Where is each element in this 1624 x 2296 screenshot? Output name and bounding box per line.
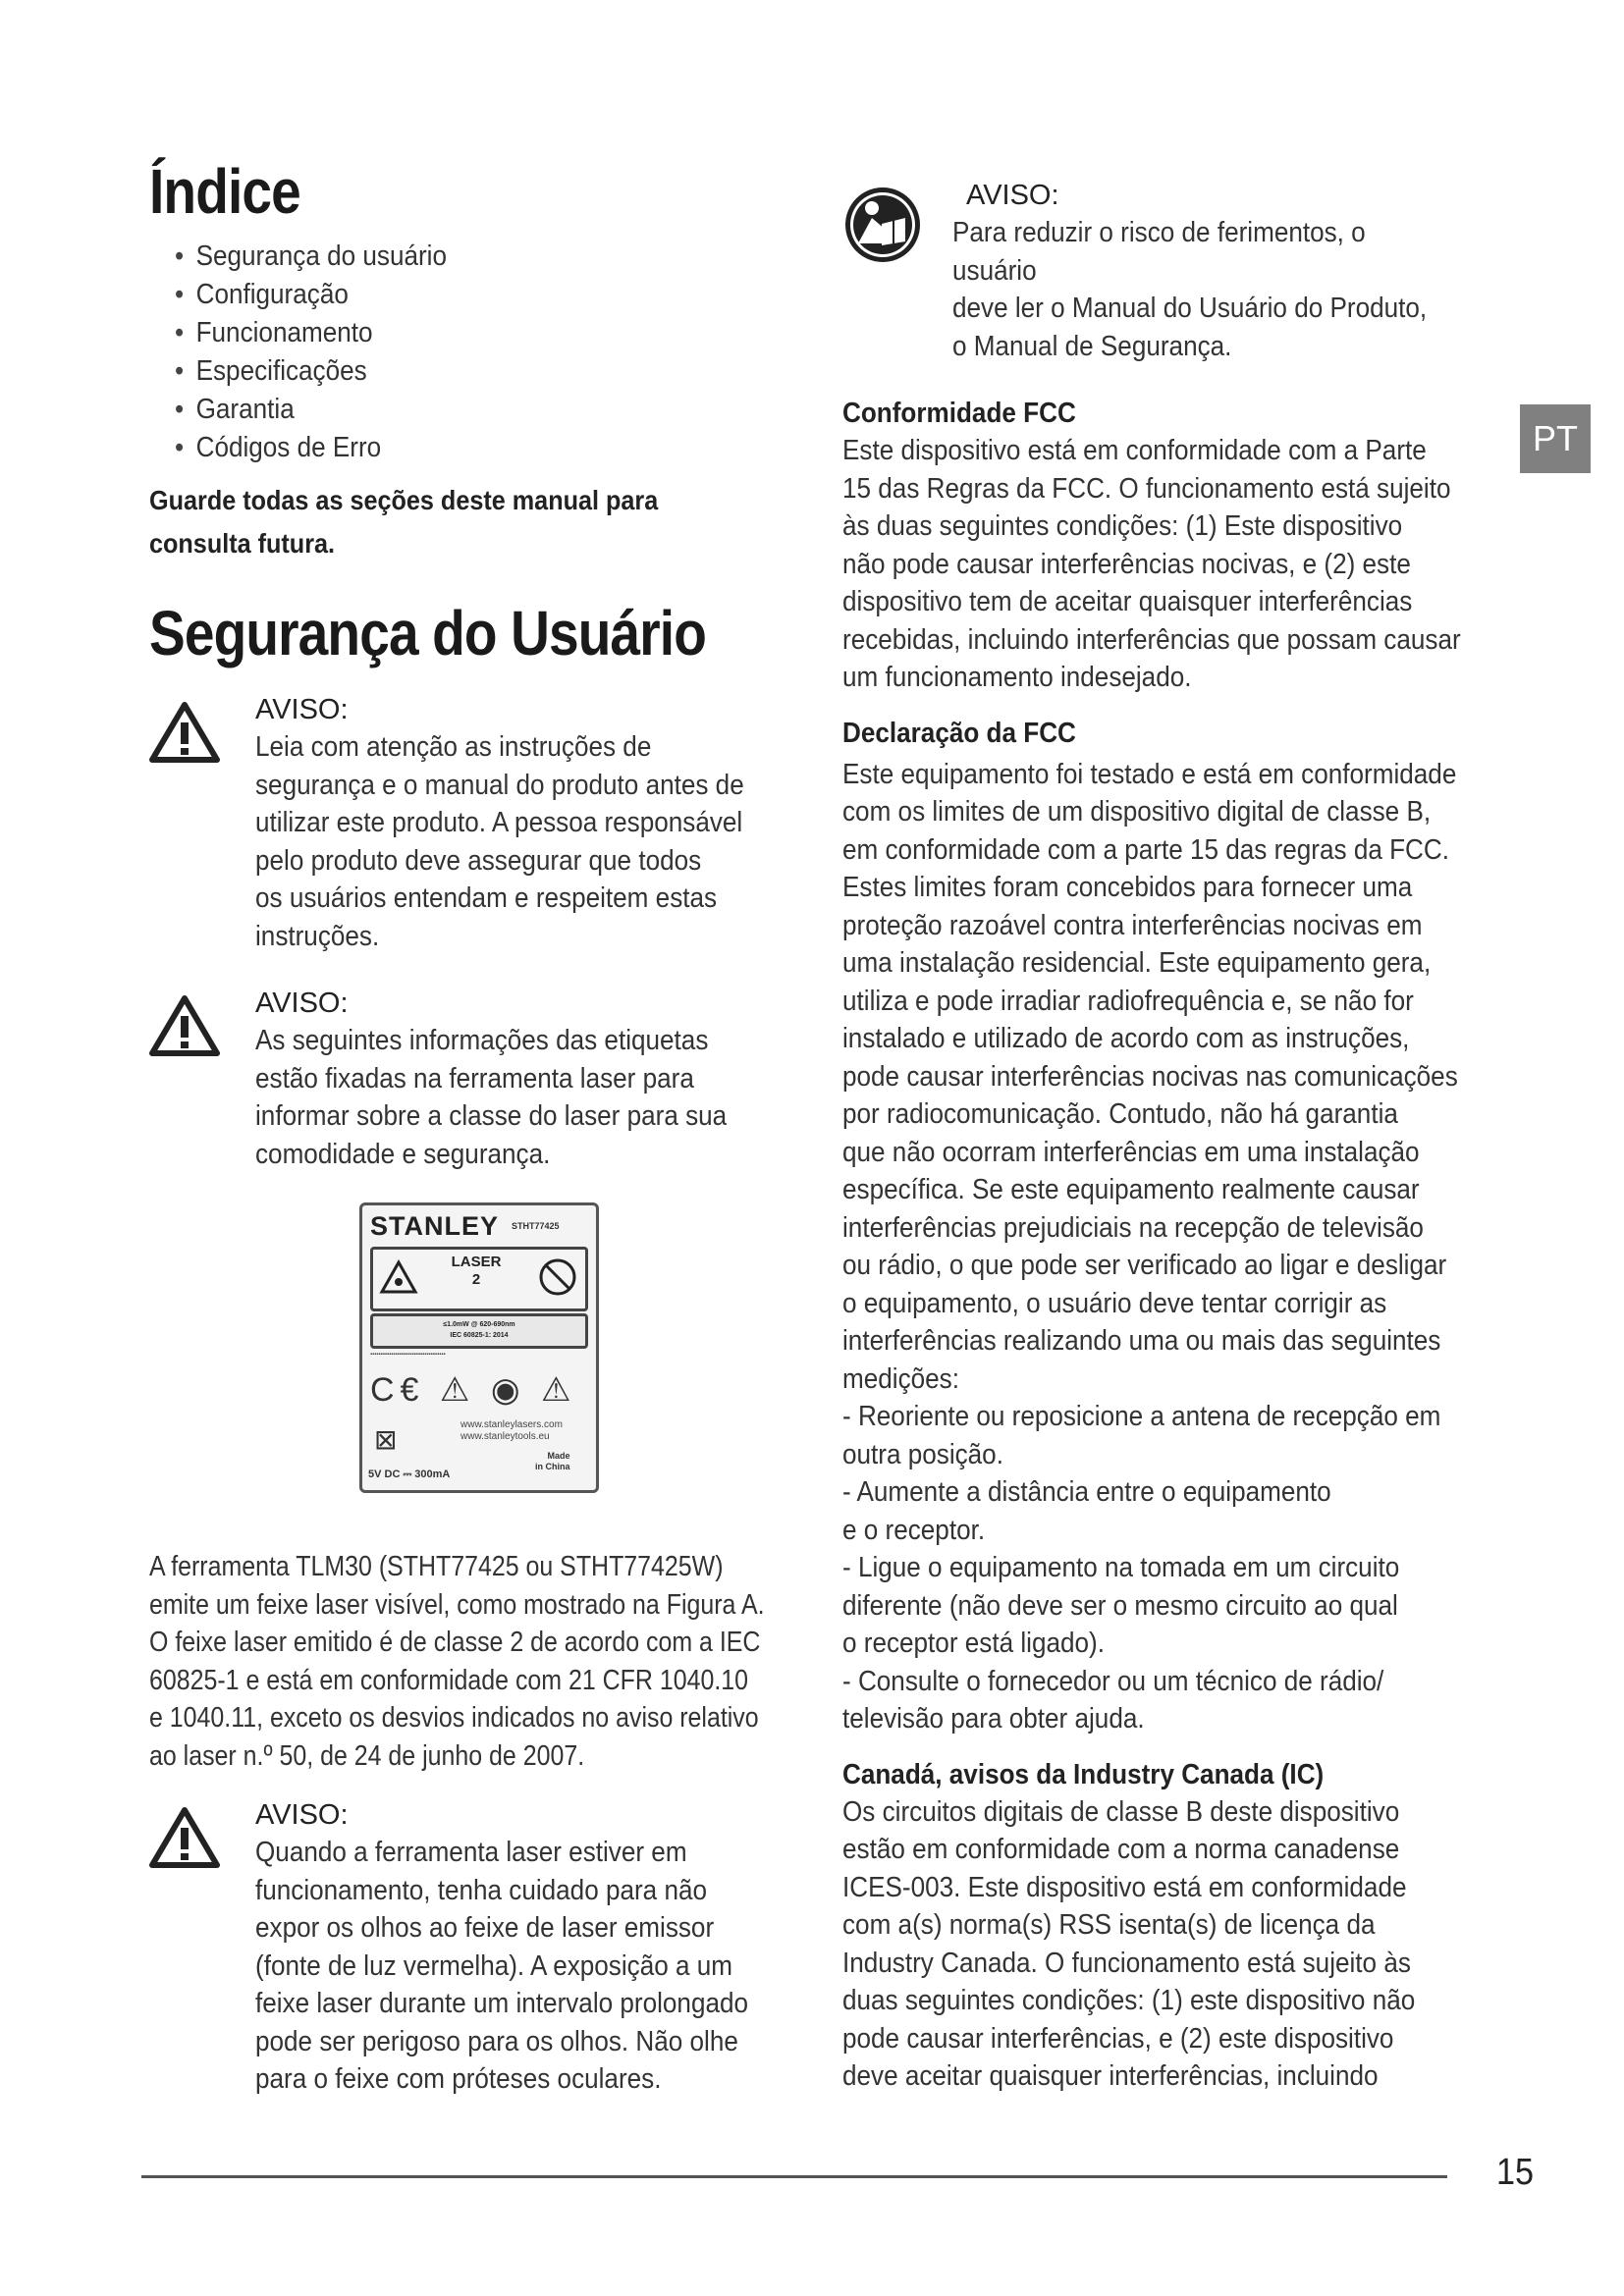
language-tab: PT xyxy=(1520,404,1591,473)
warning-title: AVISO: xyxy=(255,694,349,725)
label-spec-box xyxy=(370,1313,588,1349)
label-class-box xyxy=(370,1247,588,1311)
canada-heading: Canadá, avisos da Industry Canada (IC) xyxy=(842,1758,1325,1790)
label-spec-1: ≤1.0mW @ 620-690nm xyxy=(443,1321,515,1328)
warning-manual-block xyxy=(842,177,1490,365)
toc-item: • Especificações xyxy=(175,355,367,387)
no-staring-icon xyxy=(538,1257,577,1297)
toc-item: • Segurança do usuário xyxy=(175,240,447,272)
canada-body: Os circuitos digitais de classe B deste dispositivo estão em conformidade com a norma canadense ICES-003. Este dispositivo está em conformidade com a(s) norma(s) RSS isenta(s) de licença da Industry Canada. O funcionamento está sujeito às duas seguintes condições: (1) este dispositivo não pode causar interferências, e (2) este dispositivo deve aceitar quaisquer interferências, incluindo xyxy=(842,1795,1416,2092)
warning-body: Para reduzir o risco de ferimentos, o usuário deve ler o Manual do Usuário do Produto, o Manual de Segurança. xyxy=(952,217,1428,362)
warning-triangle-icon xyxy=(149,1806,220,1869)
warning-block-1 xyxy=(149,691,797,955)
toc-title: Índice xyxy=(149,156,300,227)
warning-block-2 xyxy=(149,985,797,1173)
laser-label-image xyxy=(359,1202,599,1493)
label-laser-class: LASER 2 xyxy=(451,1254,502,1288)
warning-block-3 xyxy=(149,1796,797,2099)
weee-bin-icon: ⊠ xyxy=(374,1424,398,1455)
toc-item: • Funcionamento xyxy=(175,317,373,348)
keep-manual-note: Guarde todas as seções deste manual para consulta futura. xyxy=(149,485,659,559)
label-model: STHT77425 xyxy=(512,1221,560,1231)
read-manual-icon xyxy=(842,185,923,265)
page-number: 15 xyxy=(1496,2152,1535,2193)
warning-triangle-icon xyxy=(149,994,220,1057)
ce-mark-icon: C€ ⚠ ◉ ⚠ xyxy=(370,1371,577,1409)
warning-body: Leia com atenção as instruções de segurança e o manual do produto antes de utilizar este produto. A pessoa responsável pelo produto deve assegurar que todos os usuários entendam e respeitem estas instruções. xyxy=(255,731,744,952)
fcc-compliance-body: Este dispositivo está em conformidade com a Parte 15 das Regras da FCC. O funcionamento está sujeito às duas seguintes condições: (1) Este dispositivo não pode causar interferências nocivas, e (2) este dispositivo tem de aceitar quaisquer interferências recebidas, incluindo interferências que possam causar um funcionamento indesejado. xyxy=(842,435,1461,693)
fcc-compliance-heading: Conformidade FCC xyxy=(842,398,1076,429)
warning-body: As seguintes informações das etiquetas estão fixadas na ferramenta laser para informar sobre a classe do laser para sua comodidade e segurança. xyxy=(255,1025,728,1170)
safety-title: Segurança do Usuário xyxy=(149,598,706,668)
tool-paragraph: A ferramenta TLM30 (STHT77425 ou STHT77425W) emite um feixe laser visível, como mostrado na Figura A. O feixe laser emitido é de classe 2 de acordo com a IEC 60825-1 e está em conformidade com 21 CFR 1040.10 e 1040.11, exceto os desvios indicados no aviso relativo ao laser n.º 50, de 24 de junho de 2007. xyxy=(149,1551,765,1772)
fcc-declaration-heading: Declaração da FCC xyxy=(842,717,1076,749)
right-column xyxy=(842,177,1490,2096)
left-column xyxy=(149,157,797,2099)
warning-title: AVISO: xyxy=(255,988,349,1019)
warning-triangle-icon xyxy=(379,1259,418,1295)
warning-triangle-icon xyxy=(149,701,220,764)
label-web: www.stanleylasers.com www.stanleytools.eu xyxy=(460,1419,563,1442)
warning-title: AVISO: xyxy=(966,180,1059,211)
warning-body: Quando a ferramenta laser estiver em funcionamento, tenha cuidado para não expor os olhos ao feixe de laser emissor (fonte de luz vermelha). A exposição a um feixe laser durante um intervalo prolongado pode ser perigoso para os olhos. Não olhe para o feixe com próteses oculares. xyxy=(255,1837,749,2095)
label-spec-2: IEC 60825-1: 2014 xyxy=(450,1332,509,1339)
warning-title: AVISO: xyxy=(255,1799,349,1831)
label-made-in: Made in China xyxy=(535,1451,570,1471)
label-fine-print: ▪▪▪▪▪▪▪▪▪▪▪▪▪▪▪▪▪▪▪▪▪▪▪▪▪▪▪▪▪▪▪▪▪▪▪▪ xyxy=(370,1352,446,1358)
label-voltage: 5V DC ⎓ 300mA xyxy=(368,1468,451,1480)
toc-item: • Garantia xyxy=(175,394,295,425)
fcc-declaration-body: Este equipamento foi testado e está em conformidade com os limites de um dispositivo digital de classe B, em conformidade com a parte 15 das regras da FCC. Estes limites foram concebidos para fornecer uma proteção razoável contra interferências nocivas em uma instalação residencial. Este equipamento gera, utiliza e pode irradiar radiofrequência e, se não for instalado e utilizado de acordo com as instruções, pode causar interferências nocivas nas comunicações por radiocomunicação. Contudo, não há garantia que não ocorram interferências em uma instalação específica. Se este equipamento realmente causar interferências prejudiciais na recepção de televisão ou rádio, o que pode ser verificado ao ligar e desligar o equipamento, o usuário deve tentar corrigir as interferências realizando uma ou mais das seguintes medições: - Reoriente ou reposicione a antena de recepção em outra posição. - Aumente a distância entre o equipamento e o receptor. - Ligue o equipamento na tomada em um circuito diferente (não deve ser o mesmo circuito ao qual o receptor está ligado). - Consulte o fornecedor ou um técnico de rádio/ televisão para obter ajuda. xyxy=(842,758,1458,1735)
toc-item: • Códigos de Erro xyxy=(175,432,382,463)
label-brand: STANLEY xyxy=(370,1211,500,1241)
footer-rule xyxy=(141,2175,1447,2178)
toc-list xyxy=(149,238,797,467)
toc-item: • Configuração xyxy=(175,279,349,310)
